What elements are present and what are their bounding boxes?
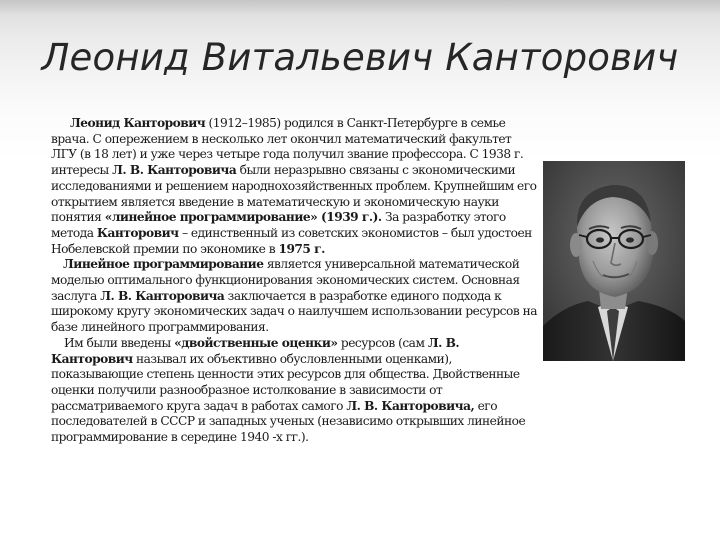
portrait-photo: [543, 161, 685, 361]
portrait-image: [543, 161, 685, 361]
p1-run-5: За разработку этого метода: [51, 210, 506, 240]
biography-text: [51, 116, 539, 446]
paragraph-2: [51, 257, 539, 336]
p1-run-4: «линейное программирование» (1939 г.).: [104, 210, 382, 225]
p2-run-3: заключается в разработке единого подхода к широкому кругу экономических задач о наилучшем использовании ресурсов на базе линейного программирования.: [51, 288, 537, 335]
p1-run-2: Л. В. Канторовича: [112, 163, 237, 178]
p3-run-4: называл их объективно обусловленными оценками), показывающие степень ценности этих ресурсов для общества. Двойственные оценки получили разнообразное истолкование в зависимости от рассматриваемого круга задач в работах самого: [51, 351, 520, 413]
paragraph-3: [51, 336, 539, 446]
p2-run-2: Л. В. Канторовича: [100, 288, 225, 303]
p3-run-2: ресурсов (сам: [337, 335, 428, 350]
p3-run-6: его последователей в СССР и западных ученых (независимо открывших линейное программирование в середине 1940 -х гг.).: [51, 398, 526, 445]
p1-run-3: были неразрывно связаны с экономическими исследованиями и решением народнохозяйственных проблем. Крупнейшим его открытием является введение в математическую и экономическую науки понятия: [51, 163, 537, 225]
p1-run-6: Канторович: [96, 225, 179, 240]
p2-run-1: является универсальной математической моделью оптимального функционирования экономических систем. Основная заслуга: [51, 257, 520, 303]
p3-run-0: Им были введены: [64, 335, 175, 350]
p2-run-0: Линейное программирование: [63, 257, 264, 272]
p1-run-8: 1975 г.: [278, 241, 325, 256]
paragraph-1: [51, 116, 539, 257]
p1-run-7: – единственный из советских экономистов – был удостоен Нобелевской премии по экономике в: [51, 225, 532, 256]
p1-run-0: Леонид Канторович: [70, 116, 206, 130]
p3-run-5: Л. В. Канторовича,: [346, 398, 475, 413]
p3-run-3: Л. В. Канторович: [51, 335, 460, 366]
slide-title: Леонид Витальевич Канторович: [41, 36, 679, 79]
p1-run-1: (1912–1985) родился в Санкт-Петербурге в семье врача. С опережением в несколько лет окончил математический факультет ЛГУ (в 18 лет) и уже через четыре года получил звание профессора. С 1938 г. интересы: [51, 116, 524, 178]
p3-run-1: «двойственные оценки»: [174, 335, 338, 350]
